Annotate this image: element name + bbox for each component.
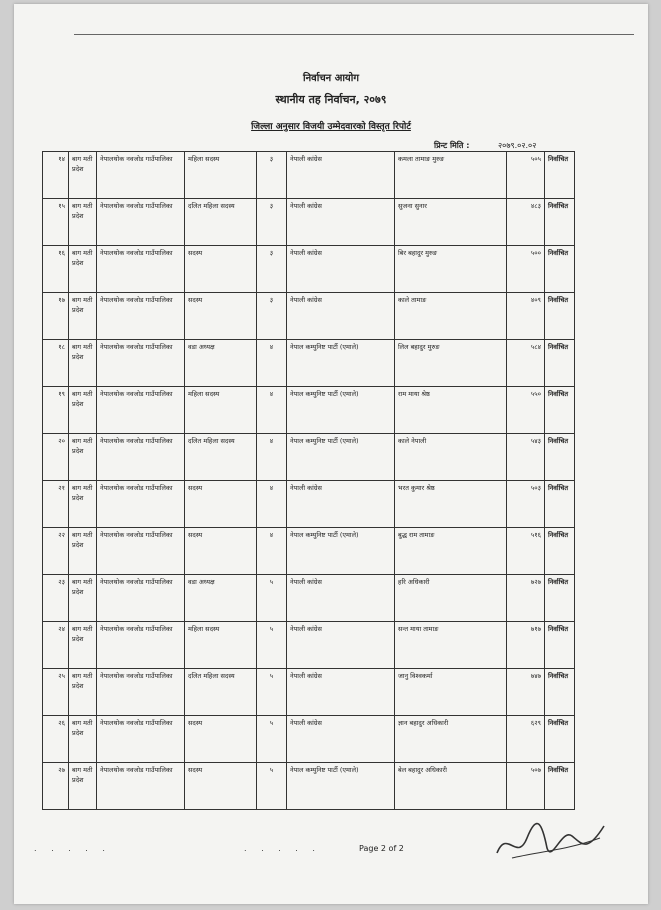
local-level-cell: नेपालथोक नवजोड गाउँपालिका — [97, 716, 185, 763]
scan-dots-mid: . . . . . — [244, 844, 321, 853]
org-title: निर्वाचन आयोग — [303, 73, 359, 84]
table-row — [43, 152, 575, 199]
candidate-cell: बेल बहादुर अधिकारी — [395, 763, 507, 810]
province-cell: बाग मती प्रदेश — [69, 669, 97, 716]
status-cell: निर्वाचित — [545, 716, 575, 763]
serial-cell: १७ — [43, 293, 69, 340]
serial-cell: २७ — [43, 763, 69, 810]
document-page — [14, 4, 648, 904]
serial-cell: १८ — [43, 340, 69, 387]
ward-cell: ४ — [257, 481, 287, 528]
local-level-cell: नेपालथोक नवजोड गाउँपालिका — [97, 528, 185, 575]
province-cell: बाग मती प्रदेश — [69, 387, 97, 434]
serial-cell: २३ — [43, 575, 69, 622]
serial-cell: २२ — [43, 528, 69, 575]
candidate-cell: लिल बहादुर मुरुङ — [395, 340, 507, 387]
table-row — [43, 763, 575, 810]
votes-cell: ५१६ — [507, 528, 545, 575]
candidate-cell: राम माया श्रेष्ठ — [395, 387, 507, 434]
local-level-cell: नेपालथोक नवजोड गाउँपालिका — [97, 246, 185, 293]
serial-cell: २६ — [43, 716, 69, 763]
candidate-cell: जानु विश्वकर्मा — [395, 669, 507, 716]
votes-cell: ५०७ — [507, 763, 545, 810]
province-cell: बाग मती प्रदेश — [69, 340, 97, 387]
local-level-cell: नेपालथोक नवजोड गाउँपालिका — [97, 340, 185, 387]
signature-mark — [492, 808, 612, 868]
status-cell: निर्वाचित — [545, 669, 575, 716]
party-cell: नेपाल कम्युनिष्ट पार्टी (एमाले) — [287, 387, 395, 434]
ward-cell: ३ — [257, 246, 287, 293]
votes-cell: ५०० — [507, 246, 545, 293]
party-cell: नेपाल कम्युनिष्ट पार्टी (एमाले) — [287, 434, 395, 481]
top-rule — [74, 34, 634, 35]
party-cell: नेपाली कांग्रेस — [287, 152, 395, 199]
votes-cell: ७४७ — [507, 669, 545, 716]
print-date-value: २०७९.०२.०२ — [498, 141, 537, 150]
candidate-cell: बिर बहादुर मुरुङ — [395, 246, 507, 293]
province-cell: बाग मती प्रदेश — [69, 199, 97, 246]
table-row — [43, 481, 575, 528]
province-cell: बाग मती प्रदेश — [69, 481, 97, 528]
party-cell: नेपाल कम्युनिष्ट पार्टी (एमाले) — [287, 340, 395, 387]
serial-cell: १६ — [43, 246, 69, 293]
party-cell: नेपाली कांग्रेस — [287, 575, 395, 622]
ward-cell: ४ — [257, 528, 287, 575]
status-cell: निर्वाचित — [545, 575, 575, 622]
table-row — [43, 293, 575, 340]
print-date-label: प्रिन्ट मिति : — [434, 141, 470, 150]
status-cell: निर्वाचित — [545, 481, 575, 528]
ward-cell: ५ — [257, 575, 287, 622]
ward-cell: ५ — [257, 622, 287, 669]
party-cell: नेपाली कांग्रेस — [287, 293, 395, 340]
status-cell: निर्वाचित — [545, 152, 575, 199]
local-level-cell: नेपालथोक नवजोड गाउँपालिका — [97, 387, 185, 434]
post-cell: सदस्य — [185, 481, 257, 528]
post-cell: दलित महिला सदस्य — [185, 434, 257, 481]
candidate-cell: भरत कुमार श्रेष्ठ — [395, 481, 507, 528]
local-level-cell: नेपालथोक नवजोड गाउँपालिका — [97, 575, 185, 622]
votes-cell: ४८३ — [507, 199, 545, 246]
province-cell: बाग मती प्रदेश — [69, 716, 97, 763]
local-level-cell: नेपालथोक नवजोड गाउँपालिका — [97, 199, 185, 246]
party-cell: नेपाली कांग्रेस — [287, 246, 395, 293]
votes-cell: ५८४ — [507, 340, 545, 387]
province-cell: बाग मती प्रदेश — [69, 763, 97, 810]
local-level-cell: नेपालथोक नवजोड गाउँपालिका — [97, 669, 185, 716]
party-cell: नेपाली कांग्रेस — [287, 199, 395, 246]
post-cell: महिला सदस्य — [185, 152, 257, 199]
post-cell: सदस्य — [185, 246, 257, 293]
post-cell: वडा अध्यक्ष — [185, 575, 257, 622]
candidate-cell: कमला तामाङ मुरुङ — [395, 152, 507, 199]
status-cell: निर्वाचित — [545, 293, 575, 340]
post-cell: दलित महिला सदस्य — [185, 199, 257, 246]
votes-cell: ५४३ — [507, 434, 545, 481]
votes-cell: ६२९ — [507, 716, 545, 763]
local-level-cell: नेपालथोक नवजोड गाउँपालिका — [97, 763, 185, 810]
candidate-cell: हरि अधिकारी — [395, 575, 507, 622]
post-cell: सदस्य — [185, 716, 257, 763]
candidate-cell: सुजना सुनार — [395, 199, 507, 246]
serial-cell: २४ — [43, 622, 69, 669]
table-row — [43, 575, 575, 622]
party-cell: नेपाली कांग्रेस — [287, 716, 395, 763]
serial-cell: १५ — [43, 199, 69, 246]
votes-cell: ५०३ — [507, 481, 545, 528]
party-cell: नेपाल कम्युनिष्ट पार्टी (एमाले) — [287, 528, 395, 575]
serial-cell: २५ — [43, 669, 69, 716]
party-cell: नेपाली कांग्रेस — [287, 622, 395, 669]
serial-cell: १४ — [43, 152, 69, 199]
status-cell: निर्वाचित — [545, 340, 575, 387]
votes-cell: ७१७ — [507, 622, 545, 669]
status-cell: निर्वाचित — [545, 387, 575, 434]
local-level-cell: नेपालथोक नवजोड गाउँपालिका — [97, 481, 185, 528]
table-row — [43, 340, 575, 387]
ward-cell: ४ — [257, 387, 287, 434]
election-title: स्थानीय तह निर्वाचन, २०७९ — [275, 93, 387, 106]
votes-cell: ५५० — [507, 387, 545, 434]
ward-cell: ३ — [257, 152, 287, 199]
status-cell: निर्वाचित — [545, 434, 575, 481]
ward-cell: ३ — [257, 199, 287, 246]
post-cell: महिला सदस्य — [185, 387, 257, 434]
ward-cell: ५ — [257, 669, 287, 716]
post-cell: महिला सदस्य — [185, 622, 257, 669]
post-cell: सदस्य — [185, 528, 257, 575]
province-cell: बाग मती प्रदेश — [69, 246, 97, 293]
table-row — [43, 669, 575, 716]
table-row — [43, 622, 575, 669]
party-cell: नेपाली कांग्रेस — [287, 481, 395, 528]
status-cell: निर्वाचित — [545, 528, 575, 575]
table-row — [43, 716, 575, 763]
post-cell: दलित महिला सदस्य — [185, 669, 257, 716]
ward-cell: ४ — [257, 434, 287, 481]
province-cell: बाग मती प्रदेश — [69, 152, 97, 199]
status-cell: निर्वाचित — [545, 622, 575, 669]
candidate-cell: काले नेपाली — [395, 434, 507, 481]
candidate-cell: ज्ञान बहादुर अधिकारी — [395, 716, 507, 763]
ward-cell: ४ — [257, 340, 287, 387]
status-cell: निर्वाचित — [545, 763, 575, 810]
ward-cell: ३ — [257, 293, 287, 340]
votes-cell: ७२७ — [507, 575, 545, 622]
table-row — [43, 199, 575, 246]
province-cell: बाग मती प्रदेश — [69, 434, 97, 481]
table-row — [43, 246, 575, 293]
party-cell: नेपाली कांग्रेस — [287, 669, 395, 716]
report-title: जिल्ला अनुसार विजयी उम्मेदवारको विस्तृत रिपोर्ट — [251, 122, 411, 132]
votes-cell: ४०९ — [507, 293, 545, 340]
page-number: Page 2 of 2 — [359, 844, 404, 853]
ward-cell: ५ — [257, 716, 287, 763]
local-level-cell: नेपालथोक नवजोड गाउँपालिका — [97, 293, 185, 340]
candidate-cell: सन्त माया तामाङ — [395, 622, 507, 669]
table-row — [43, 434, 575, 481]
status-cell: निर्वाचित — [545, 199, 575, 246]
post-cell: सदस्य — [185, 763, 257, 810]
province-cell: बाग मती प्रदेश — [69, 622, 97, 669]
serial-cell: २० — [43, 434, 69, 481]
province-cell: बाग मती प्रदेश — [69, 528, 97, 575]
post-cell: सदस्य — [185, 293, 257, 340]
serial-cell: १९ — [43, 387, 69, 434]
local-level-cell: नेपालथोक नवजोड गाउँपालिका — [97, 434, 185, 481]
party-cell: नेपाल कम्युनिष्ट पार्टी (एमाले) — [287, 763, 395, 810]
post-cell: वडा अध्यक्ष — [185, 340, 257, 387]
scan-dots-left: . . . . . — [34, 844, 111, 853]
ward-cell: ५ — [257, 763, 287, 810]
province-cell: बाग मती प्रदेश — [69, 575, 97, 622]
serial-cell: २१ — [43, 481, 69, 528]
status-cell: निर्वाचित — [545, 246, 575, 293]
candidate-cell: बुद्ध राम तामाङ — [395, 528, 507, 575]
local-level-cell: नेपालथोक नवजोड गाउँपालिका — [97, 152, 185, 199]
results-table — [42, 151, 575, 810]
candidate-cell: काले तामाङ — [395, 293, 507, 340]
table-row — [43, 387, 575, 434]
table-row — [43, 528, 575, 575]
local-level-cell: नेपालथोक नवजोड गाउँपालिका — [97, 622, 185, 669]
votes-cell: ५०५ — [507, 152, 545, 199]
province-cell: बाग मती प्रदेश — [69, 293, 97, 340]
